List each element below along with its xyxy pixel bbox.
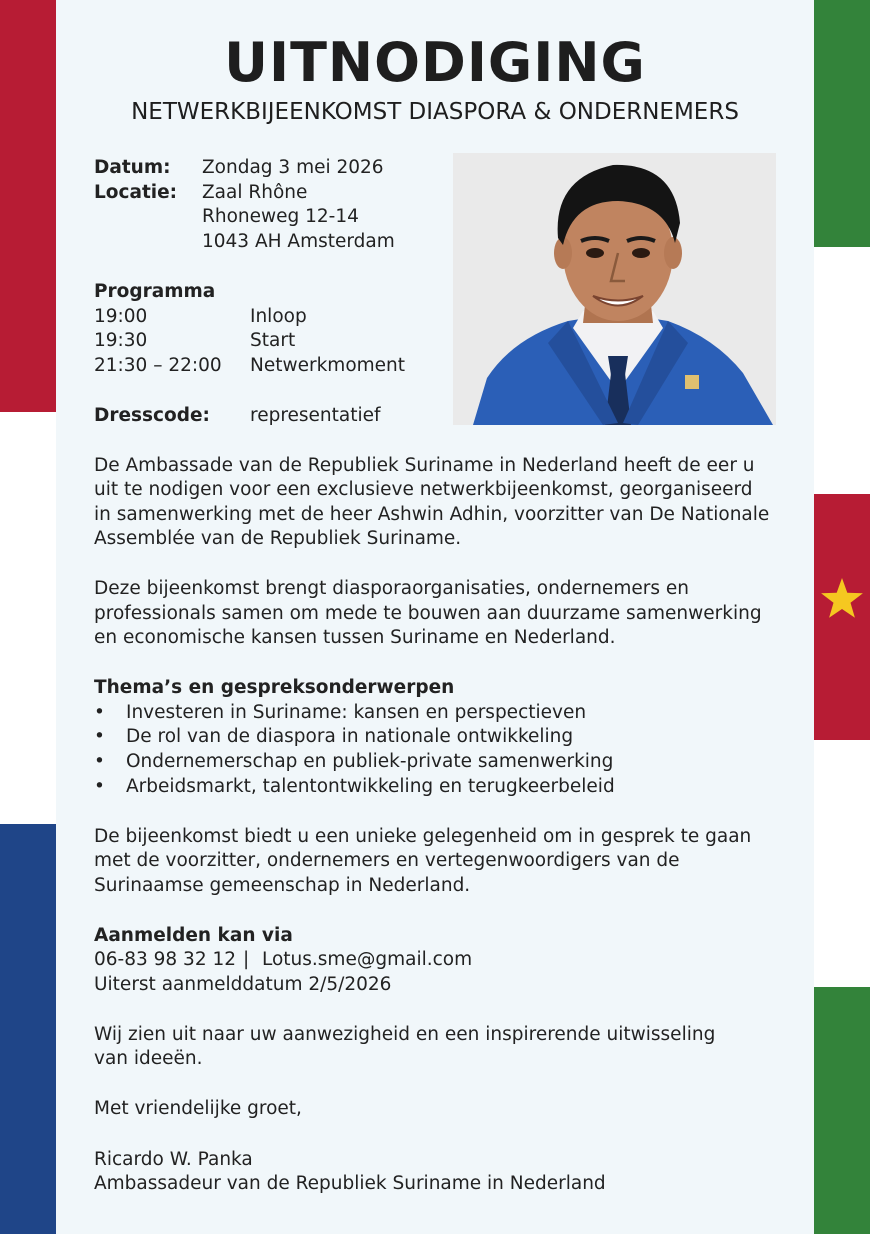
program-heading: Programma	[94, 281, 216, 302]
theme-item: Ondernemerschap en publiek-private samenwerking	[126, 751, 614, 772]
program-time: 19:30	[94, 330, 148, 351]
invitation-paper	[56, 0, 814, 1234]
program-activity: Netwerkmoment	[250, 355, 406, 376]
suriname-flag	[814, 0, 870, 1234]
bullet-icon: •	[94, 702, 105, 723]
date-value: Zondag 3 mei 2026	[202, 157, 384, 178]
signer-title: Ambassadeur van de Republiek Suriname in Nederland	[94, 1173, 606, 1194]
opportunity-line: De bijeenkomst biedt u een unieke gelegenheid om in gesprek te gaan	[94, 826, 752, 847]
invitation-title: UITNODIGING	[224, 31, 646, 94]
date-label: Datum:	[94, 157, 171, 178]
intro-line: en economische kansen tussen Suriname en Nederland.	[94, 627, 616, 648]
invitation-subtitle: NETWERKBIJEENKOMST DIASPORA & ONDERNEMERS	[131, 99, 739, 125]
registration-heading: Aanmelden kan via	[94, 925, 293, 946]
intro-line: professionals samen om mede te bouwen aan duurzame samenwerking	[94, 603, 762, 624]
opportunity-line: Surinaamse gemeenschap in Nederland.	[94, 875, 471, 896]
flag-stripe-red	[0, 0, 56, 412]
phone-number[interactable]: 06-83 98 32 12	[94, 949, 237, 970]
bullet-icon: •	[94, 726, 105, 747]
netherlands-flag	[0, 0, 56, 1234]
signer-name: Ricardo W. Panka	[94, 1149, 253, 1170]
program-time: 19:00	[94, 306, 148, 327]
location-line: 1043 AH Amsterdam	[202, 231, 395, 252]
location-line: Zaal Rhône	[202, 182, 308, 203]
intro-line: uit te nodigen voor een exclusieve netwerkbijeenkomst, georganiseerd	[94, 479, 753, 500]
theme-item: De rol van de diaspora in nationale ontwikkeling	[126, 726, 574, 747]
flag-stripe-blue	[0, 824, 56, 1234]
star-icon	[820, 576, 864, 620]
flag-stripe-green-bottom	[814, 987, 870, 1234]
program-activity: Inloop	[250, 306, 307, 327]
location-line: Rhoneweg 12-14	[202, 206, 359, 227]
flag-stripe-white-top	[814, 247, 870, 494]
closing-greeting: Met vriendelijke groet,	[94, 1098, 302, 1119]
intro-line: Assemblée van de Republiek Suriname.	[94, 528, 462, 549]
bullet-icon: •	[94, 751, 105, 772]
flag-stripe-white-bottom	[814, 740, 870, 987]
bullet-icon: •	[94, 776, 105, 797]
contact-separator: |	[243, 949, 250, 970]
location-label: Locatie:	[94, 182, 178, 203]
closing-line: Wij zien uit naar uw aanwezigheid en een inspirerende uitwisseling	[94, 1024, 716, 1045]
intro-line: Deze bijeenkomst brengt diasporaorganisaties, ondernemers en	[94, 578, 689, 599]
theme-item: Investeren in Suriname: kansen en perspectieven	[126, 702, 587, 723]
portrait-illustration	[453, 153, 776, 425]
themes-heading: Thema’s en gespreksonderwerpen	[94, 677, 455, 698]
opportunity-line: met de voorzitter, ondernemers en vertegenwoordigers van de	[94, 850, 680, 871]
dresscode-value: representatief	[250, 405, 381, 426]
email-link[interactable]: Lotus.sme@gmail.com	[262, 949, 473, 970]
ambassador-photo	[453, 153, 776, 425]
program-activity: Start	[250, 330, 296, 351]
flag-stripe-white	[0, 412, 56, 824]
dresscode-label: Dresscode:	[94, 405, 210, 426]
closing-line: van ideeën.	[94, 1048, 203, 1069]
program-time: 21:30 – 22:00	[94, 355, 222, 376]
registration-deadline: Uiterst aanmelddatum 2/5/2026	[94, 974, 392, 995]
intro-line: De Ambassade van de Republiek Suriname in Nederland heeft de eer u	[94, 455, 755, 476]
flag-stripe-green-top	[814, 0, 870, 247]
theme-item: Arbeidsmarkt, talentontwikkeling en terugkeerbeleid	[126, 776, 615, 797]
intro-line: in samenwerking met de heer Ashwin Adhin, voorzitter van De Nationale	[94, 504, 770, 525]
